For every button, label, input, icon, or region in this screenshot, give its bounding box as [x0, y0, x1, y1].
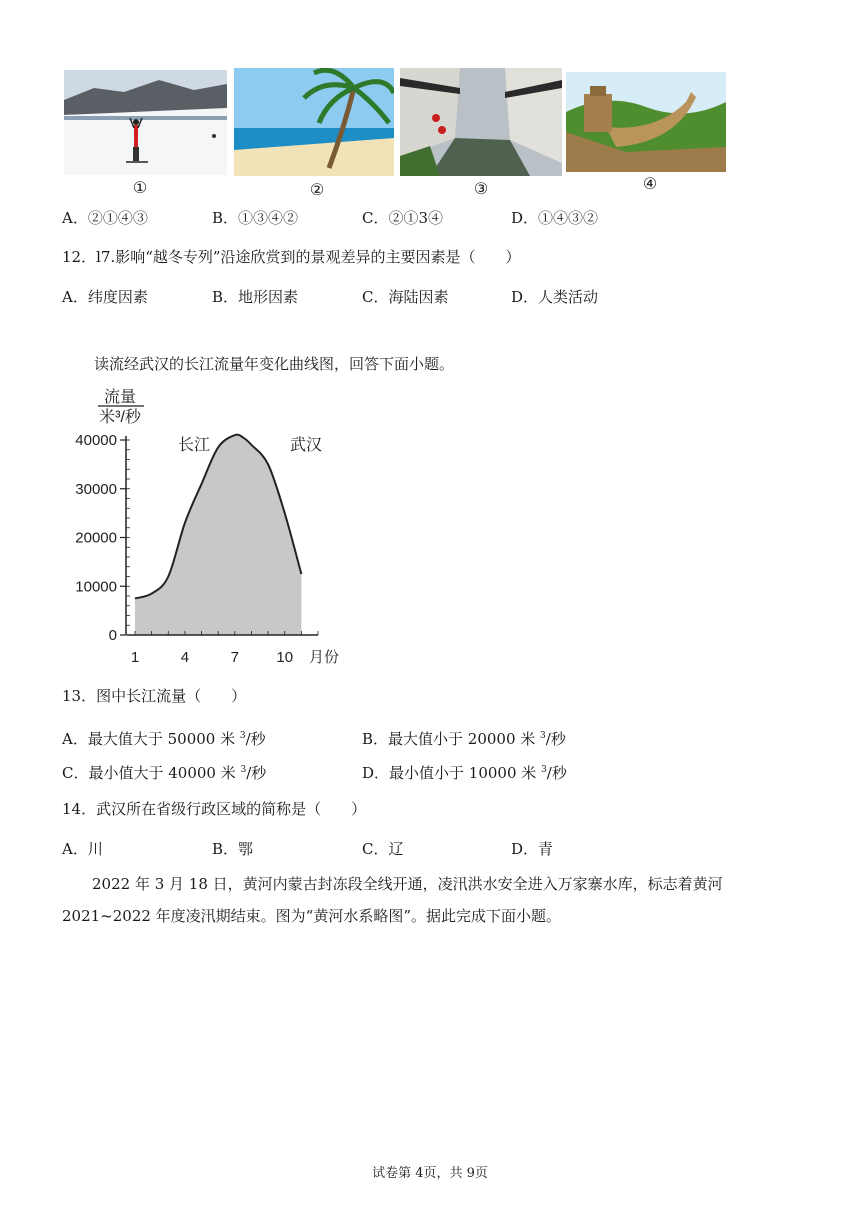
q14-option-b: B．鄂	[212, 840, 254, 858]
chart-y-tick-label: 10000	[75, 578, 117, 596]
flow-area-fill	[135, 435, 301, 635]
q13-option-a	[62, 726, 266, 749]
q14-stem: 14．武汉所在省级行政区域的简称是（ ）	[62, 800, 367, 818]
q13-option-d-text: D．最小值小于 10000 米	[362, 764, 542, 782]
q11-option-c: C．②①3④	[362, 209, 444, 227]
q11-option-b: B．①③④②	[212, 209, 299, 227]
image-label-1: ①	[132, 178, 148, 197]
q12-option-d: D．人类活动	[511, 288, 599, 306]
yellow-river-intro	[62, 874, 802, 926]
q11-option-d: D．①④③②	[511, 209, 599, 227]
q13-option-c-sup: 3	[240, 765, 247, 775]
chart-x-tick-label: 1	[130, 649, 140, 666]
chart-annotation-changjiang: 长江	[178, 437, 211, 454]
q13-option-c-unit: /秒	[246, 764, 267, 782]
q13-option-c	[62, 760, 266, 783]
yellow-river-intro-line2: 2021~2022 年度凌汛期结束。图为“黄河水系略图”。据此完成下面小题。	[62, 907, 562, 925]
chart-annotation-wuhan: 武汉	[290, 437, 323, 454]
q13-option-b-text: B．最大值小于 20000 米	[362, 730, 541, 748]
q13-option-d-sup: 3	[541, 765, 547, 775]
q14-option-a: A．川	[62, 840, 103, 858]
chart-xlabel: 月份	[309, 649, 340, 666]
q12-option-b: B．地形因素	[212, 288, 299, 306]
q13-option-b-sup: 3	[540, 731, 546, 741]
q14-option-d: D．青	[511, 840, 554, 858]
chart-y-tick-label: 20000	[75, 529, 117, 547]
chart-x-tick-label: 10	[276, 649, 294, 666]
q13-option-b-unit: /秒	[545, 730, 566, 748]
image-label-2: ②	[309, 180, 325, 199]
great-wall-photo	[566, 72, 726, 172]
q12-option-c: C．海陆因素	[362, 288, 449, 306]
q12-option-a: A．纬度因素	[62, 288, 148, 306]
q14-option-c: C．辽	[362, 840, 404, 858]
palm-beach-photo	[234, 68, 394, 176]
image-label-4: ④	[642, 174, 658, 193]
ski-resort-photo	[64, 70, 227, 175]
q13-option-c-text: C．最小值大于 40000 米	[62, 764, 241, 782]
chart-y-tick-label: 30000	[75, 480, 117, 498]
chart-x-tick-label: 4	[180, 649, 190, 666]
q11-option-a: A．②①④③	[62, 209, 148, 227]
chart-x-tick-label: 7	[230, 649, 239, 666]
image-label-3: ③	[473, 179, 489, 198]
q12-stem: 12．l7.影响“越冬专列”沿途欣赏到的景观差异的主要因素是（ ）	[62, 248, 521, 266]
page-footer: 试卷第 4页，共 9页	[372, 1166, 488, 1181]
q13-option-a-unit: /秒	[245, 730, 266, 748]
q13-stem: 13．图中长江流量（ ）	[62, 687, 247, 705]
yangtze-flow-chart-svg	[60, 384, 360, 669]
wuhan-intro: 读流经武汉的长江流量年变化曲线图，回答下面小题。	[94, 355, 455, 373]
q13-option-a-sup: 3	[239, 731, 246, 741]
water-town-canal-photo	[400, 68, 562, 176]
chart-y-tick-label: 40000	[75, 432, 117, 449]
q13-option-a-text: A．最大值大于 50000 米	[62, 730, 240, 748]
q13-option-b	[362, 726, 566, 749]
yellow-river-intro-line1: 2022 年 3 月 18 日，黄河内蒙古封冻段全线开通，凌汛洪水安全进入万家寨水库，标志着黄河	[92, 875, 723, 893]
q13-option-d-unit: /秒	[546, 764, 567, 782]
chart-y-tick-label: 0	[108, 627, 117, 644]
q13-option-d	[362, 760, 567, 783]
chart-ylabel-unit: 米³/秒	[99, 409, 141, 426]
chart-ylabel-top: 流量	[103, 389, 137, 406]
yangtze-flow-chart	[60, 384, 360, 669]
